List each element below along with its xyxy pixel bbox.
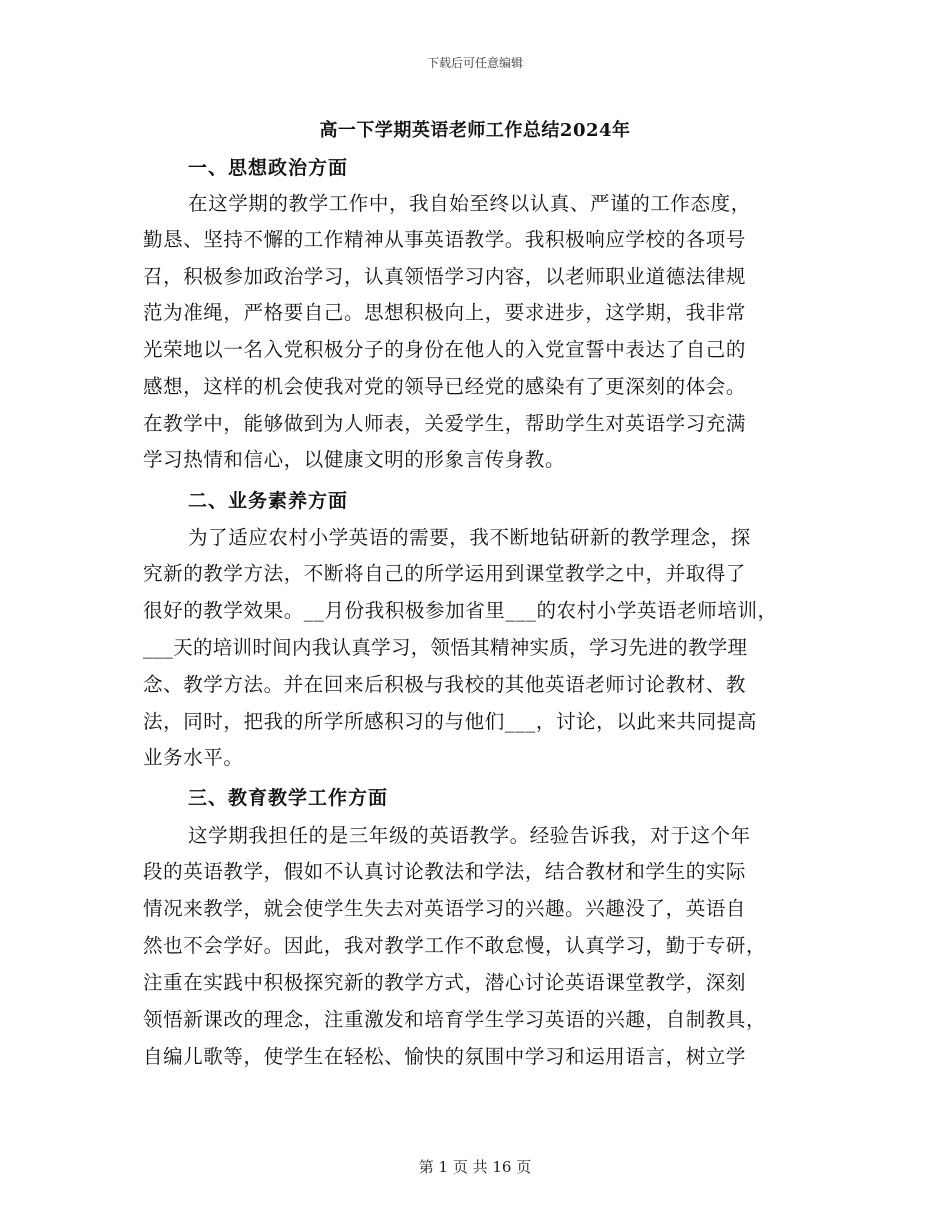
paragraph-line: 业务水平。 — [143, 746, 244, 769]
paragraph-line: 领悟新课改的理念，注重激发和培育学生学习英语的兴趣，自制教具， — [143, 1008, 767, 1031]
paragraph-line: 很好的教学效果。__月份我积极参加省里___的农村小学英语老师培训， — [143, 599, 778, 622]
paragraph-line: 法，同时，把我的所学所感积习的与他们___，讨论，以此来共同提高 — [143, 710, 757, 733]
page-number: 第 1 页 共 16 页 — [418, 1158, 532, 1176]
paragraph-line: 在教学中，能够做到为人师表，关爱学生，帮助学生对英语学习充满 — [143, 412, 747, 435]
paragraph-line: 段的英语教学，假如不认真讨论教法和学法，结合教材和学生的实际 — [143, 860, 747, 883]
paragraph-line: ___天的培训时间内我认真学习，领悟其精神实质，学习先进的教学理 — [143, 636, 748, 659]
paragraph-line: 这学期我担任的是三年级的英语教学。经验告诉我，对于这个年 — [188, 824, 751, 847]
header-note: 下载后可任意编辑 — [426, 56, 523, 70]
paragraph-line: 注重在实践中积极探究新的教学方式，潜心讨论英语课堂教学，深刻 — [143, 971, 747, 994]
paragraph-line: 念、教学方法。并在回来后积极与我校的其他英语老师讨论教材、教 — [143, 673, 747, 696]
paragraph-line: 勤恳、坚持不懈的工作精神从事英语教学。我积极响应学校的各项号 — [143, 228, 747, 251]
paragraph-line: 光荣地以一名入党积极分子的身份在他人的入党宣誓中表达了自己的 — [143, 338, 747, 361]
paragraph-line: 情况来教学，就会使学生失去对英语学习的兴趣。兴趣没了，英语自 — [143, 897, 747, 920]
paragraph-line: 然也不会学好。因此，我对教学工作不敢怠慢，认真学习，勤于专研， — [143, 934, 767, 957]
section-heading: 三、教育教学工作方面 — [188, 787, 389, 809]
paragraph-line: 自编儿歌等，使学生在轻松、愉快的氛围中学习和运用语言，树立学 — [143, 1045, 747, 1068]
section-heading: 一、思想政治方面 — [188, 157, 349, 179]
paragraph-line: 学习热情和信心，以健康文明的形象言传身教。 — [143, 448, 566, 471]
paragraph-line: 范为准绳，严格要自己。思想积极向上，要求进步，这学期，我非常 — [143, 301, 747, 324]
paragraph-line: 召，积极参加政治学习，认真领悟学习内容，以老师职业道德法律规 — [143, 265, 747, 288]
paragraph-line: 为了适应农村小学英语的需要，我不断地钻研新的教学理念，探 — [188, 526, 751, 549]
document-title: 高一下学期英语老师工作总结2024年 — [319, 120, 631, 141]
paragraph-line: 在这学期的教学工作中，我自始至终以认真、严谨的工作态度， — [188, 192, 751, 215]
paragraph-line: 究新的教学方法，不断将自己的所学运用到课堂教学之中，并取得了 — [143, 562, 747, 585]
section-heading: 二、业务素养方面 — [188, 490, 349, 512]
paragraph-line: 感想，这样的机会使我对党的领导已经党的感染有了更深刻的体会。 — [143, 375, 747, 398]
